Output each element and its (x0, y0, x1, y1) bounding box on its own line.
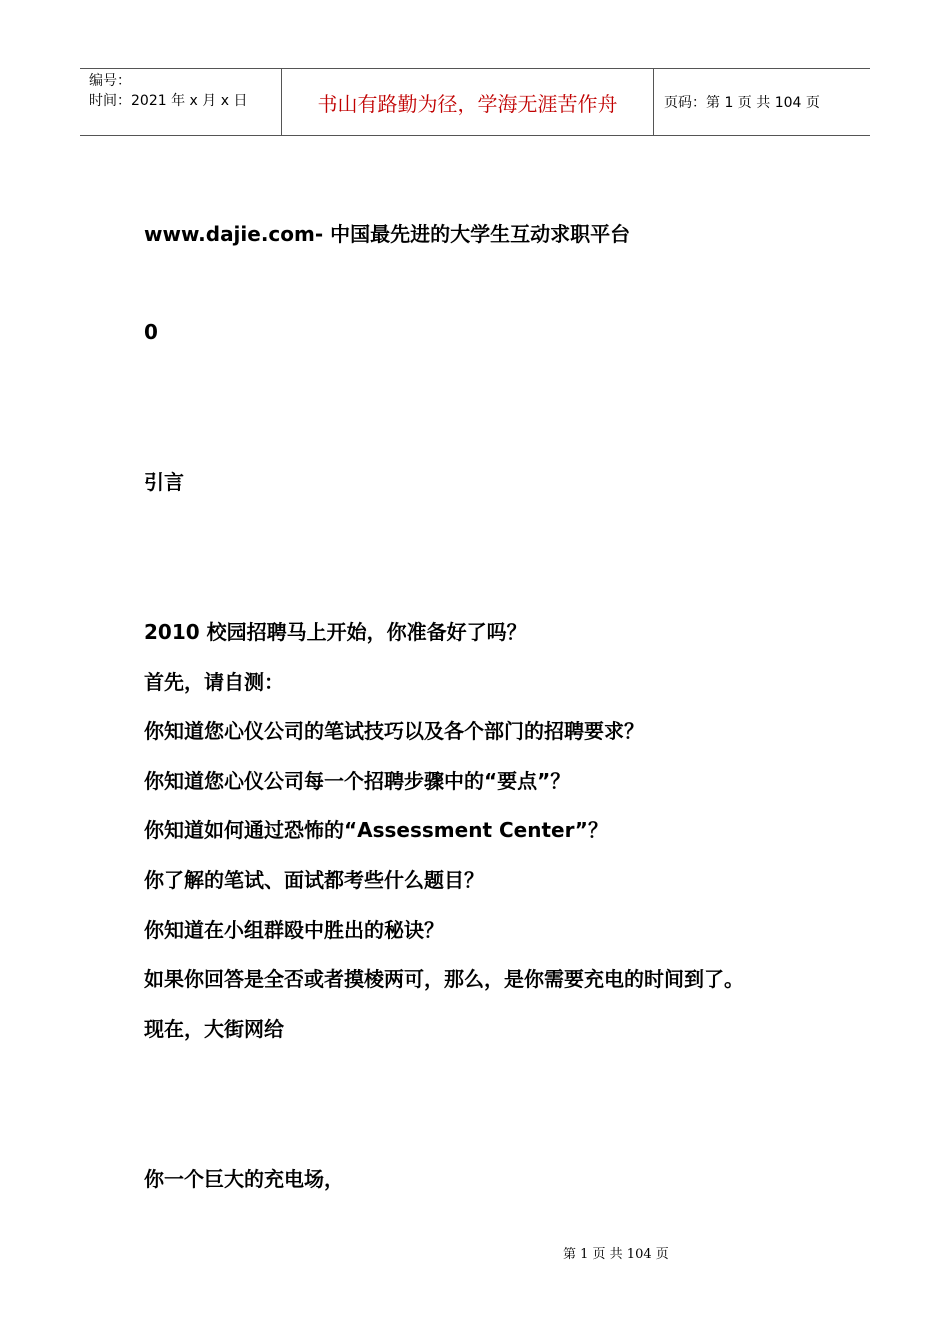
section-number: 0 (144, 320, 158, 344)
paragraph-line: 你知道您心仪公司的笔试技巧以及各个部门的招聘要求？ (144, 719, 644, 743)
header-page-number: 页码：第 1 页 共 104 页 (664, 95, 820, 111)
paragraph-line: 如果你回答是全否或者摸棱两可，那么，是你需要充电的时间到了。 (144, 967, 744, 991)
document-number: 编号： (89, 73, 131, 89)
paragraph-line: 你一个巨大的充电场， (144, 1167, 344, 1191)
paragraph-line: 你了解的笔试、面试都考些什么题目？ (144, 868, 484, 892)
site-tagline: www.dajie.com- 中国最先进的大学生互动求职平台 (144, 222, 631, 246)
paragraph-line: 你知道在小组群殴中胜出的秘诀？ (144, 918, 444, 942)
section-heading: 引言 (144, 470, 184, 494)
footer-page-number: 第 1 页 共 104 页 (563, 1247, 669, 1262)
paragraph-line: 你知道如何通过恐怖的“Assessment Center”？ (144, 818, 608, 842)
header-motto-cell (282, 69, 654, 135)
header-motto: 书山有路勤为径，学海无涯苦作舟 (317, 92, 618, 116)
paragraph-line: 首先，请自测： (144, 670, 284, 694)
header-meta-cell (80, 69, 282, 135)
paragraph-line: 现在，大街网给 (144, 1017, 284, 1041)
paragraph-line: 2010 校园招聘马上开始，你准备好了吗？ (144, 620, 527, 644)
header-page-cell (654, 69, 870, 135)
document-date: 时间：2021 年 x 月 x 日 (89, 93, 248, 109)
paragraph-line: 你知道您心仪公司每一个招聘步骤中的“要点”？ (144, 769, 571, 793)
page-header (80, 68, 870, 136)
